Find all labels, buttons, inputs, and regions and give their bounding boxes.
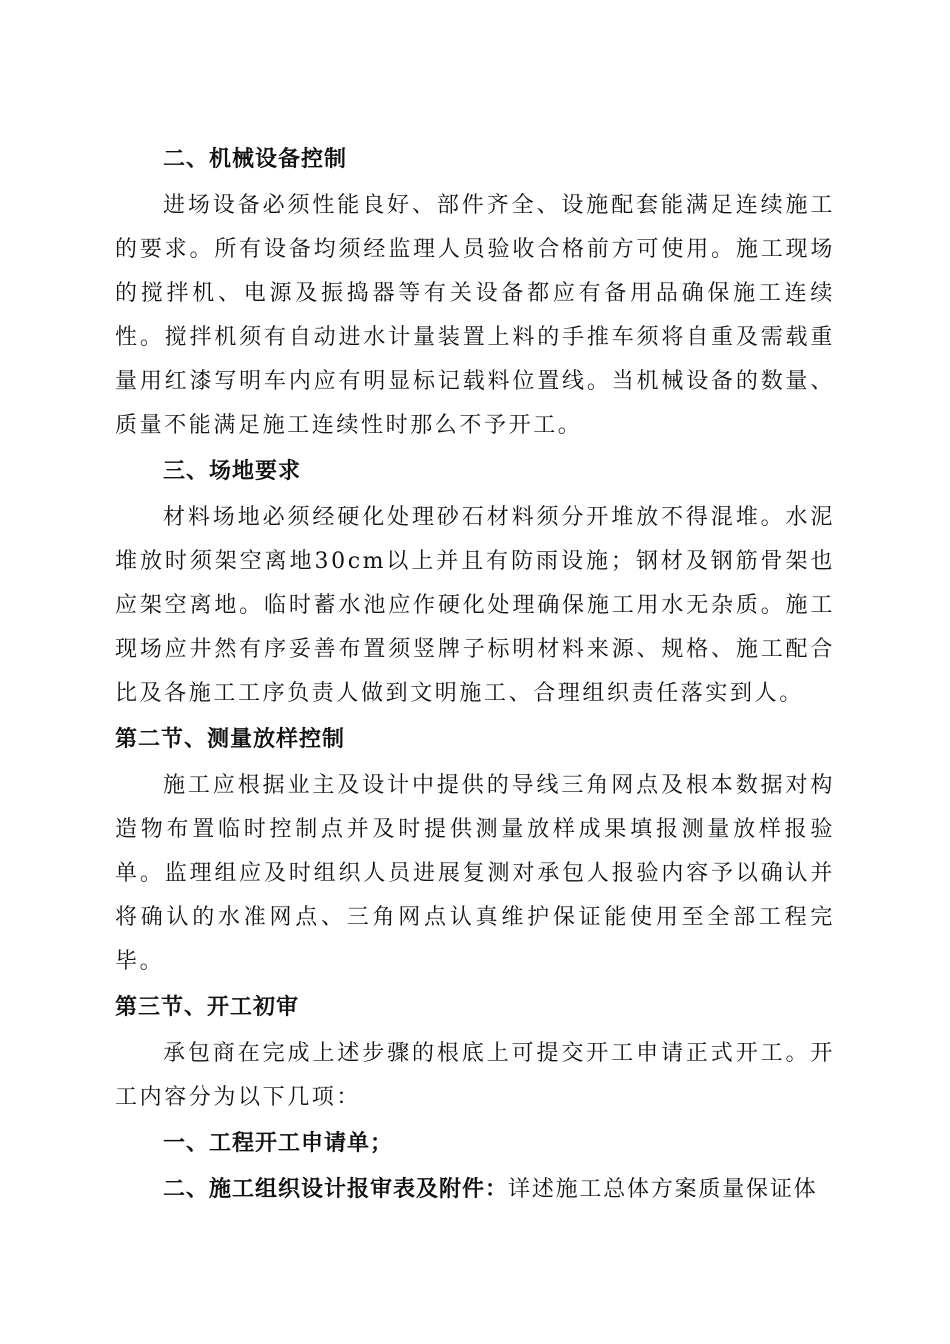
list-item-label: 一、工程开工申请单； (163, 1131, 394, 1156)
paragraph-survey: 施工应根据业主及设计中提供的导线三角网点及根本数据对构造物布置临时控制点并及时提供测量放样成果填报测量放样报验单。监理组应及时组织人员进展复测对承包人报验内容予以确认并将确认的水准网点、三角网点认真维护保证能使用至全部工程完毕。 (115, 773, 835, 974)
paragraph-site: 材料场地必须经硬化处理砂石材料须分开堆放不得混堆。水泥堆放时须架空离地30cm以上并且有防雨设施；钢材及钢筋骨架也应架空离地。临时蓄水池应作硬化处理确保施工用水无杂质。施工现场应井然有序妥善布置须竖牌子标明材料来源、规格、施工配合比及各施工工序负责人做到文明施工、合理组织责任落实到人。 (115, 505, 835, 706)
section-heading-survey: 第二节、测量放样控制 (115, 727, 346, 752)
list-item-application (115, 1122, 835, 1166)
section-heading-review: 第三节、开工初审 (115, 995, 300, 1020)
paragraph-machinery: 进场设备必须性能良好、部件齐全、设施配套能满足连续施工的要求。所有设备均须经监理人员验收合格前方可使用。施工现场的搅拌机、电源及振捣器等有关设备都应有备用品确保施工连续性。搅拌机须有自动进水计量装置上料的手推车须将自重及需载重量用红漆写明车内应有明显标记载料位置线。当机械设备的数量、质量不能满足施工连续性时那么不予开工。 (115, 193, 835, 438)
section-heading-site: 三、场地要求 (163, 459, 302, 484)
list-item-organization-design (115, 1168, 835, 1212)
section-heading-machinery: 二、机械设备控制 (163, 147, 348, 172)
list-item-text: 详述施工总体方案质量保证体 (508, 1177, 818, 1202)
paragraph-review: 承包商在完成上述步骤的根底上可提交开工申请正式开工。开工内容分为以下几项： (115, 1041, 835, 1110)
list-item-label: 二、施工组织设计报审表及附件： (163, 1177, 509, 1202)
document-body (115, 138, 835, 1214)
